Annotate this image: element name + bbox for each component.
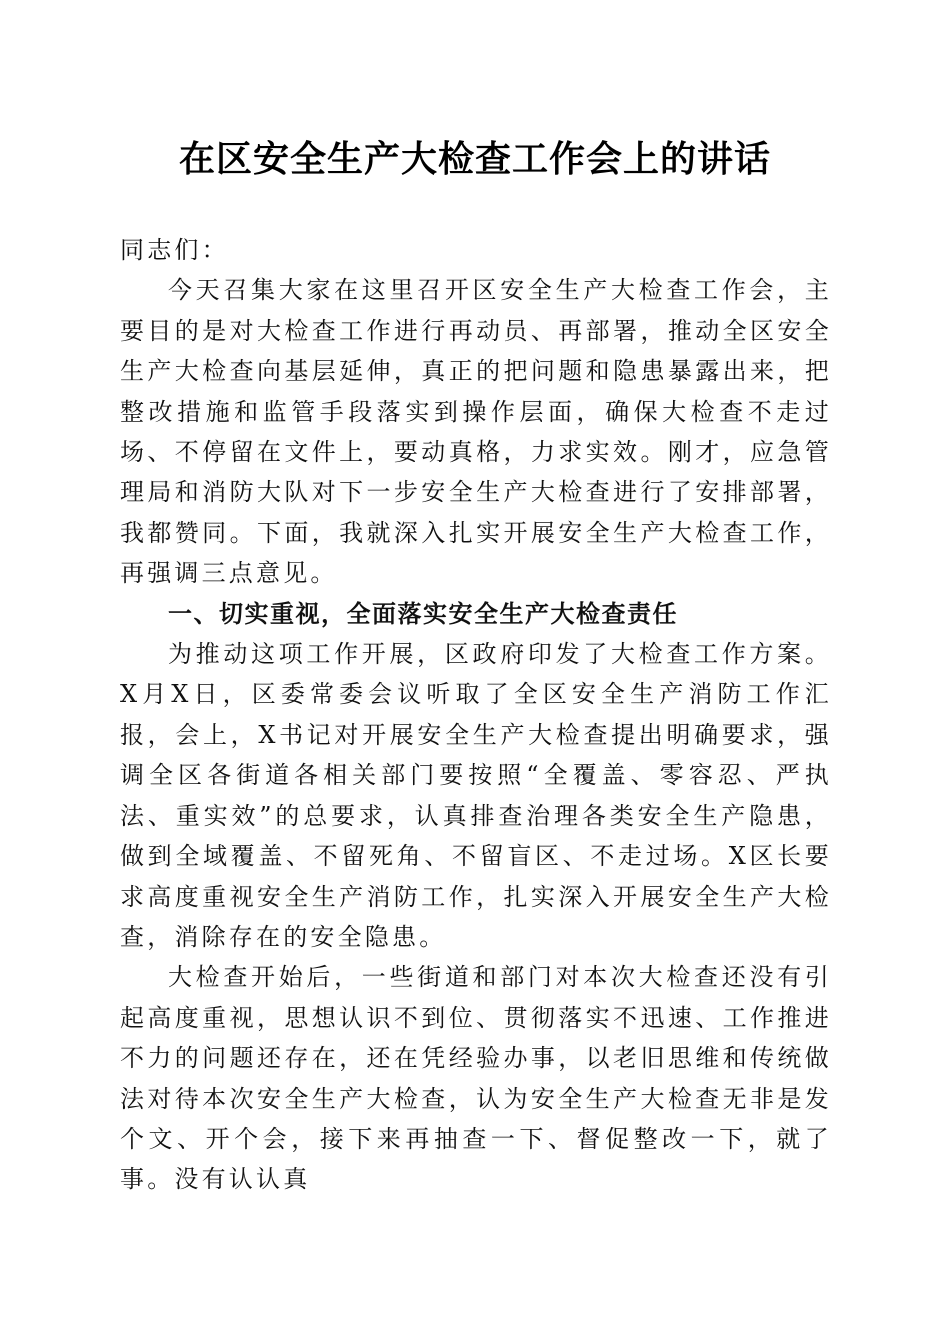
section-heading-1: 一、切实重视，全面落实安全生产大检查责任 (168, 599, 678, 628)
section1-paragraph-1: 为推动这项工作开展，区政府印发了大检查工作方案。X月X日，区委常委会议听取了全区安全生产消防工作汇报，会上，X书记对开展安全生产大检查提出明确要求，强调全区各街道各相关部门要按照“全覆盖、零容忍、严执法、重实效”的总要求，认真排查治理各类安全生产隐患，做到全域覆盖、不留死角、不留盲区、不走过场。X区长要求高度重视安全生产消防工作，扎实深入开展安全生产大检查，消除存在的安全隐患。 (120, 640, 832, 951)
salutation: 同志们： (120, 236, 229, 264)
document-title: 在区安全生产大检查工作会上的讲话 (178, 139, 771, 180)
document-body (120, 230, 832, 1200)
section1-paragraph-2: 大检查开始后，一些街道和部门对本次大检查还没有引起高度重视，思想认识不到位、贯彻落实不迅速、工作推进不力的问题还存在，还在凭经验办事，以老旧思维和传统做法对待本次安全生产大检查，认为安全生产大检查无非是发个文、开个会，接下来再抽查一下、督促整改一下，就了事。没有认认真 (120, 963, 832, 1194)
intro-paragraph: 今天召集大家在这里召开区安全生产大检查工作会，主要目的是对大检查工作进行再动员、再部署，推动全区安全生产大检查向基层延伸，真正的把问题和隐患暴露出来，把整改措施和监管手段落实到操作层面，确保大检查不走过场、不停留在文件上，要动真格，力求实效。刚才，应急管理局和消防大队对下一步安全生产大检查进行了安排部署，我都赞同。下面，我就深入扎实开展安全生产大检查工作，再强调三点意见。 (120, 276, 832, 588)
